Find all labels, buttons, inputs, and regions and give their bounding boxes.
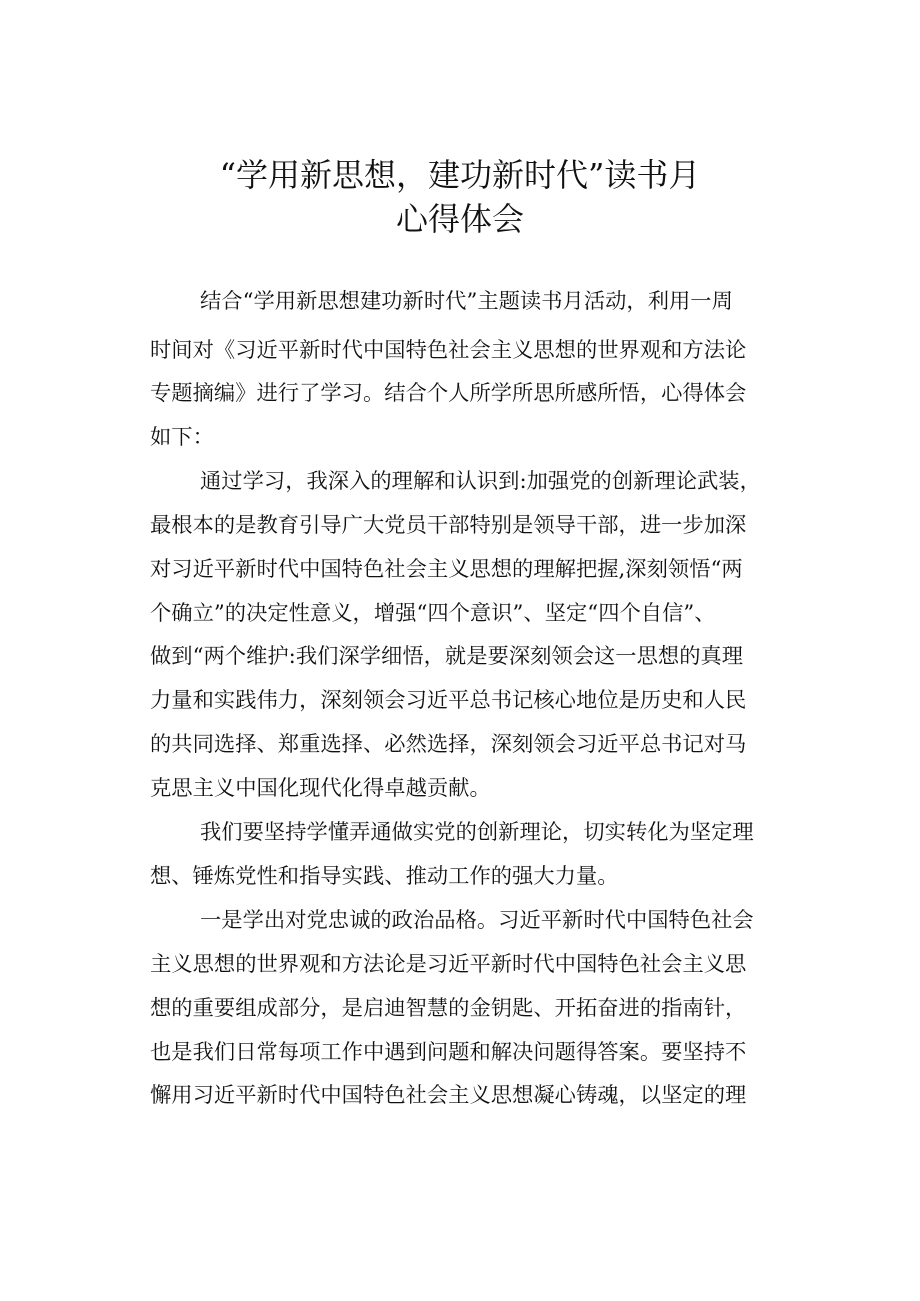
title-line-1: “学用新思想，建功新时代”读书月: [219, 156, 701, 194]
paragraph-3-line-1: 我们要坚持学懂弄通做实党的创新理论，切实转化为坚定理: [200, 820, 754, 845]
paragraph-1-line-2: 时间对《习近平新时代中国特色社会主义思想的世界观和方法论: [150, 338, 747, 363]
paragraph-1-line-3: 专题摘编》进行了学习。结合个人所学所思所感所悟，心得体会: [150, 381, 747, 406]
title-line-2: 心得体会: [395, 200, 524, 238]
paragraph-2-line-8: 克思主义中国化现代化得卓越贡献。: [150, 776, 491, 801]
paragraph-2-line-3: 对习近平新时代中国特色社会主义思想的理解把握,深刻领悟“两: [150, 557, 743, 582]
paragraph-2-line-2: 最根本的是教育引导广大党员干部特别是领导干部，进一步加深: [150, 513, 747, 538]
paragraph-3-line-2: 想、锤炼党性和指导实践、推动工作的强大力量。: [150, 864, 619, 889]
paragraph-2-line-4: 个确立”的决定性意义，增强“四个意识”、坚定“四个自信”、: [150, 601, 716, 626]
paragraph-1-line-1: 结合“学用新思想建功新时代”主题读书月活动，利用一周: [200, 289, 733, 314]
document-title: [0, 153, 920, 241]
paragraph-2-line-6: 力量和实践伟力，深刻领会习近平总书记核心地位是历史和人民: [150, 688, 747, 713]
paragraph-2-line-1: 通过学习，我深入的理解和认识到:加强党的创新理论武装，: [200, 469, 761, 494]
paragraph-4-line-3: 想的重要组成部分，是启迪智慧的金钥匙、开拓奋进的指南针，: [150, 996, 747, 1021]
paragraph-4-line-4: 也是我们日常每项工作中遇到问题和解决问题得答案。要坚持不: [150, 1040, 747, 1065]
paragraph-4-line-1: 一是学出对党忠诚的政治品格。习近平新时代中国特色社会: [200, 908, 754, 933]
paragraph-2-line-7: 的共同选择、郑重选择、必然选择，深刻领会习近平总书记对马: [150, 732, 747, 757]
paragraph-1-line-4: 如下：: [150, 425, 214, 450]
paragraph-2-line-5: 做到“两个维护:我们深学细悟，就是要深刻领会这一思想的真理: [150, 644, 744, 669]
paragraph-4-line-2: 主义思想的世界观和方法论是习近平新时代中国特色社会主义思: [150, 952, 747, 977]
paragraph-4-line-5: 懈用习近平新时代中国特色社会主义思想凝心铸魂，以坚定的理: [150, 1083, 747, 1108]
